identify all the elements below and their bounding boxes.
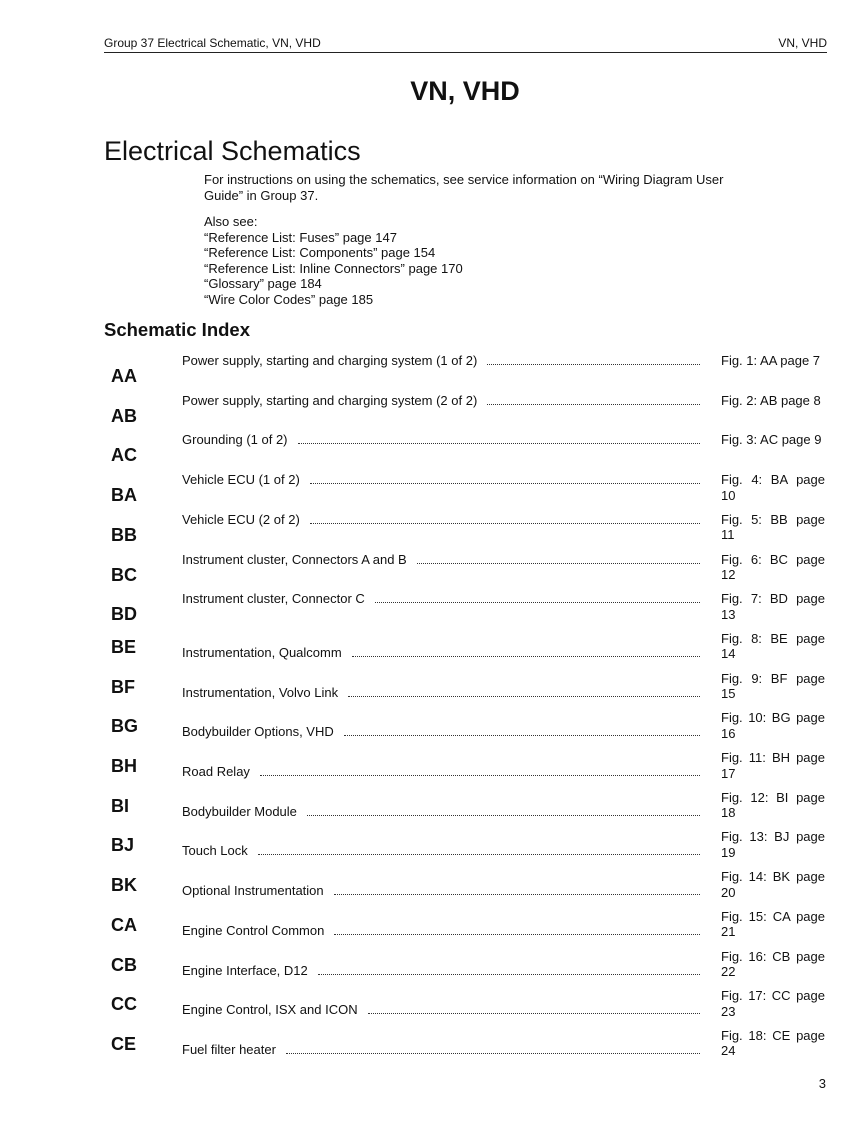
figure-reference[interactable]: Fig. 8: BE page 14 bbox=[721, 630, 825, 662]
index-row[interactable] bbox=[0, 670, 866, 710]
index-row[interactable] bbox=[0, 789, 866, 829]
schematic-description bbox=[182, 843, 700, 858]
schematic-description bbox=[182, 645, 700, 660]
figure-reference[interactable]: Fig. 17: CC page 23 bbox=[721, 988, 825, 1019]
schematic-code: BD bbox=[111, 604, 137, 625]
schematic-description bbox=[182, 432, 700, 447]
index-row[interactable] bbox=[0, 749, 866, 789]
schematic-description bbox=[182, 685, 700, 700]
schematic-code: CC bbox=[111, 994, 137, 1015]
description-label: Instrumentation, Qualcomm bbox=[182, 644, 342, 660]
description-label: Engine Interface, D12 bbox=[182, 962, 308, 978]
schematic-description bbox=[182, 353, 700, 368]
dot-leader bbox=[298, 433, 700, 444]
page-number: 3 bbox=[818, 1076, 826, 1091]
index-row[interactable] bbox=[0, 352, 866, 392]
figure-reference[interactable]: Fig. 13: BJ page 19 bbox=[721, 829, 825, 860]
schematic-code: CB bbox=[111, 954, 137, 975]
also-see-link[interactable]: “Reference List: Inline Connectors” page 170 bbox=[204, 260, 463, 276]
figure-reference[interactable]: Fig. 16: CB page 22 bbox=[721, 948, 825, 979]
page-header bbox=[104, 36, 827, 53]
header-right: VN, VHD bbox=[778, 36, 827, 50]
schematic-description bbox=[182, 764, 700, 779]
description-label: Touch Lock bbox=[182, 843, 248, 859]
dot-leader bbox=[307, 805, 700, 816]
index-row[interactable] bbox=[0, 1027, 866, 1067]
index-row[interactable] bbox=[0, 590, 866, 630]
schematic-description bbox=[182, 1042, 700, 1057]
also-see-label: Also see: bbox=[204, 214, 258, 229]
dot-leader bbox=[258, 844, 700, 855]
schematic-description bbox=[182, 1002, 700, 1017]
index-row[interactable] bbox=[0, 987, 866, 1027]
also-see-link[interactable]: “Reference List: Fuses” page 147 bbox=[204, 229, 397, 245]
index-row[interactable] bbox=[0, 828, 866, 868]
index-row[interactable] bbox=[0, 630, 866, 670]
figure-reference[interactable]: Fig. 7: BD page 13 bbox=[721, 591, 825, 622]
index-row[interactable] bbox=[0, 431, 866, 471]
figure-reference[interactable]: Fig. 3: AC page 9 bbox=[721, 432, 822, 448]
figure-reference[interactable]: Fig. 5: BB page 11 bbox=[721, 511, 825, 543]
figure-reference[interactable]: Fig. 14: BK page 20 bbox=[721, 869, 825, 900]
schematic-code: BJ bbox=[111, 835, 135, 856]
schematic-code: BC bbox=[111, 564, 137, 585]
description-label: Engine Control Common bbox=[182, 922, 325, 938]
dot-leader bbox=[286, 1043, 700, 1054]
dot-leader bbox=[260, 765, 700, 776]
schematic-description bbox=[182, 804, 700, 819]
also-see-block bbox=[204, 214, 463, 307]
dot-leader bbox=[310, 473, 700, 484]
schematic-description bbox=[182, 923, 700, 938]
also-see-link[interactable]: “Wire Color Codes” page 185 bbox=[204, 291, 374, 307]
schematic-description bbox=[182, 472, 700, 487]
figure-reference[interactable]: Fig. 18: CE page 24 bbox=[721, 1027, 825, 1059]
description-label: Instrument cluster, Connectors A and B bbox=[182, 551, 407, 567]
section-heading: Electrical Schematics bbox=[104, 136, 361, 166]
dot-leader bbox=[375, 592, 700, 603]
figure-reference[interactable]: Fig. 11: BH page 17 bbox=[721, 750, 825, 781]
index-row[interactable] bbox=[0, 948, 866, 988]
dot-leader bbox=[334, 884, 700, 895]
dot-leader bbox=[348, 686, 700, 697]
index-row[interactable] bbox=[0, 471, 866, 511]
schematic-code: BH bbox=[111, 756, 137, 776]
description-label: Fuel filter heater bbox=[182, 1041, 276, 1057]
description-label: Power supply, starting and charging system (2 of 2) bbox=[182, 392, 478, 408]
dot-leader bbox=[487, 354, 700, 365]
schematic-code: CE bbox=[111, 1033, 137, 1054]
schematic-code: BE bbox=[111, 636, 137, 657]
schematic-description bbox=[182, 591, 700, 606]
dot-leader bbox=[487, 394, 700, 405]
figure-reference[interactable]: Fig. 12: BI page 18 bbox=[721, 789, 825, 821]
figure-reference[interactable]: Fig. 4: BA page 10 bbox=[721, 472, 825, 503]
schematic-code: AB bbox=[111, 405, 137, 426]
figure-reference[interactable]: Fig. 15: CA page 21 bbox=[721, 908, 825, 940]
description-label: Instrumentation, Volvo Link bbox=[182, 684, 339, 700]
schematic-code: AA bbox=[111, 366, 137, 386]
index-row[interactable] bbox=[0, 868, 866, 908]
dot-leader bbox=[368, 1003, 700, 1014]
schematic-code: AC bbox=[111, 445, 137, 466]
figure-reference[interactable]: Fig. 1: AA page 7 bbox=[721, 353, 821, 368]
header-left: Group 37 Electrical Schematic, VN, VHD bbox=[104, 36, 321, 50]
also-see-link[interactable]: “Glossary” page 184 bbox=[204, 276, 322, 291]
dot-leader bbox=[417, 553, 700, 564]
description-label: Engine Control, ISX and ICON bbox=[182, 1002, 358, 1018]
schematic-code: BF bbox=[111, 676, 135, 697]
dot-leader bbox=[344, 725, 700, 736]
index-heading: Schematic Index bbox=[104, 319, 251, 340]
figure-reference[interactable]: Fig. 2: AB page 8 bbox=[721, 392, 821, 408]
schematic-description bbox=[182, 883, 700, 898]
description-label: Vehicle ECU (2 of 2) bbox=[182, 511, 300, 527]
schematic-code: CA bbox=[111, 914, 137, 935]
description-label: Vehicle ECU (1 of 2) bbox=[182, 472, 300, 488]
index-row[interactable] bbox=[0, 551, 866, 591]
schematic-description bbox=[182, 724, 700, 739]
schematic-code: BB bbox=[111, 524, 137, 545]
description-label: Bodybuilder Module bbox=[182, 803, 297, 819]
schematic-description bbox=[182, 393, 700, 408]
schematic-code: BA bbox=[111, 485, 137, 506]
schematic-code: BK bbox=[111, 875, 137, 896]
index-row[interactable] bbox=[0, 709, 866, 749]
index-row[interactable] bbox=[0, 908, 866, 948]
index-row[interactable] bbox=[0, 511, 866, 551]
schematic-description bbox=[182, 963, 700, 978]
schematic-description bbox=[182, 552, 700, 567]
schematic-code: BG bbox=[111, 716, 138, 737]
intro-paragraph: For instructions on using the schematics, see service information on “Wiring Diagram User Guide” in Group 37. bbox=[204, 172, 724, 203]
figure-reference[interactable]: Fig. 10: BG page 16 bbox=[721, 710, 825, 741]
description-label: Power supply, starting and charging system (1 of 2) bbox=[182, 353, 478, 368]
schematic-code: BI bbox=[111, 795, 129, 816]
dot-leader bbox=[318, 964, 700, 975]
figure-reference[interactable]: Fig. 9: BF page 15 bbox=[721, 670, 825, 702]
description-label: Road Relay bbox=[182, 764, 250, 779]
document-title: VN, VHD bbox=[410, 76, 520, 106]
description-label: Instrument cluster, Connector C bbox=[182, 591, 365, 607]
dot-leader bbox=[334, 924, 700, 935]
figure-reference[interactable]: Fig. 6: BC page 12 bbox=[721, 551, 825, 582]
also-see-link[interactable]: “Reference List: Components” page 154 bbox=[204, 245, 436, 260]
index-row[interactable] bbox=[0, 392, 866, 432]
schematic-description bbox=[182, 512, 700, 527]
description-label: Optional Instrumentation bbox=[182, 883, 324, 899]
dot-leader bbox=[352, 646, 700, 657]
description-label: Grounding (1 of 2) bbox=[182, 432, 288, 448]
dot-leader bbox=[310, 513, 700, 524]
description-label: Bodybuilder Options, VHD bbox=[182, 724, 334, 740]
